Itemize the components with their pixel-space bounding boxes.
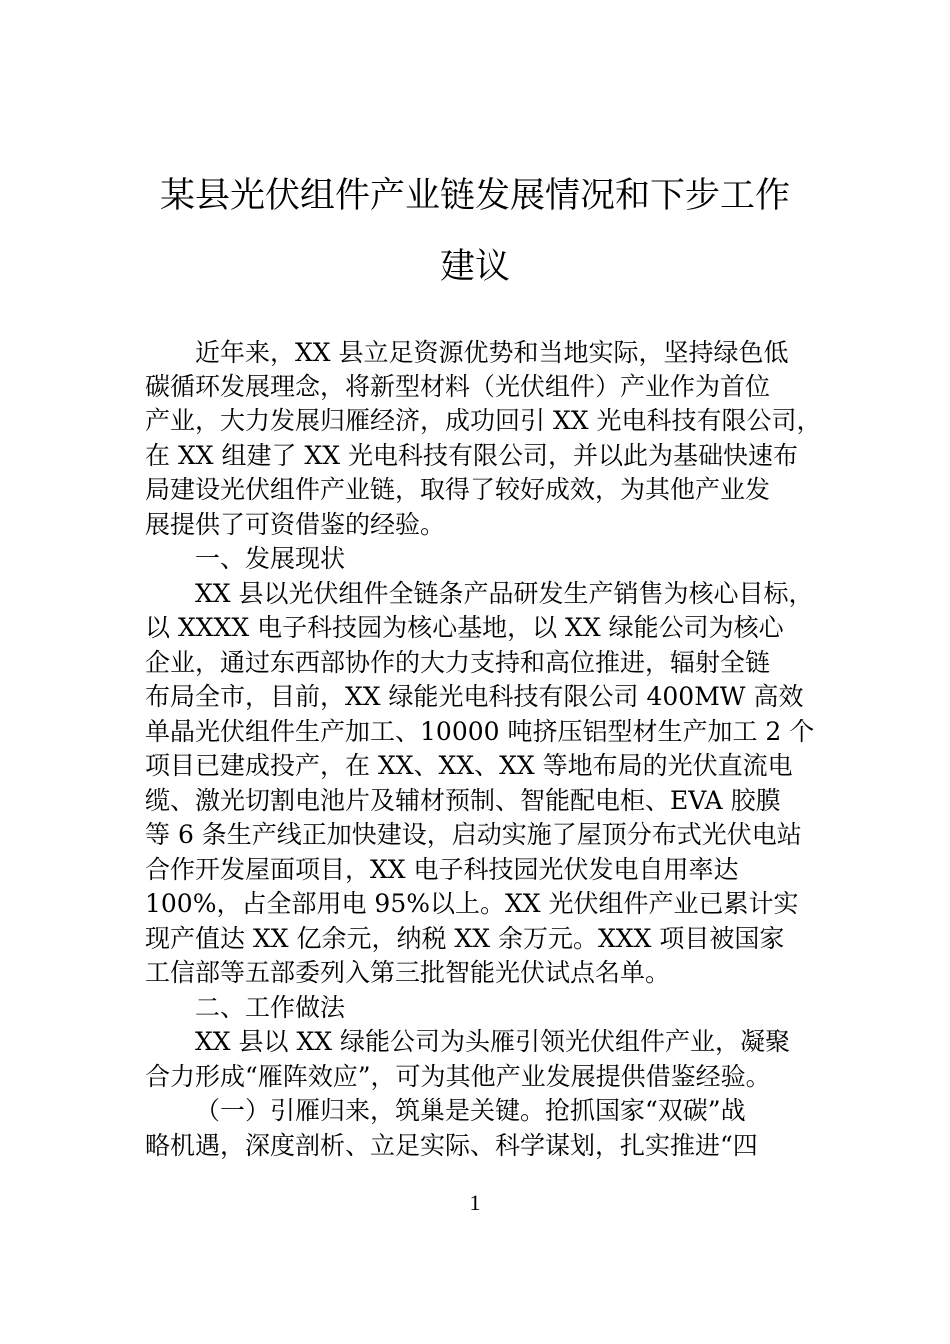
paragraph-line: 近年来，XX 县立足资源优势和当地实际，坚持绿色低: [195, 338, 789, 367]
section-heading: 二、工作做法: [195, 993, 346, 1022]
paragraph-line: 局建设光伏组件产业链，取得了较好成效，为其他产业发: [145, 475, 771, 504]
page-number: 1: [469, 1190, 481, 1215]
paragraph-line: 项目已建成投产，在 XX、XX、XX 等地布局的光伏直流电: [145, 751, 793, 780]
paragraph-line: 产业，大力发展归雁经济，成功回引 XX 光电科技有限公司，: [145, 406, 822, 435]
paragraph-line: 布局全市，目前，XX 绿能光电科技有限公司 400MW 高效: [145, 682, 804, 711]
paragraph-line: 合力形成“雁阵效应”，可为其他产业发展提供借鉴经验。: [145, 1062, 771, 1091]
paragraph-line: 企业，通过东西部协作的大力支持和高位推进，辐射全链: [145, 648, 771, 677]
paragraph-line: 缆、激光切割电池片及辅材预制、智能配电柜、EVA 胶膜: [145, 786, 781, 815]
paragraph-line: 现产值达 XX 亿余元，纳税 XX 余万元。XXX 项目被国家: [145, 924, 785, 953]
paragraph-line: 略机遇，深度剖析、立足实际、科学谋划，扎实推进“四: [145, 1131, 758, 1160]
paragraph-line: 100%，占全部用电 95%以上。XX 光伏组件产业已累计实: [145, 889, 799, 918]
paragraph-line: 等 6 条生产线正加快建设，启动实施了屋顶分布式光伏电站: [145, 820, 802, 849]
paragraph-line: 碳循环发展理念，将新型材料（光伏组件）产业作为首位: [145, 372, 771, 401]
paragraph-line: 合作开发屋面项目，XX 电子科技园光伏发电自用率达: [145, 855, 739, 884]
paragraph-line: XX 县以 XX 绿能公司为头雁引领光伏组件产业，凝聚: [195, 1027, 791, 1056]
paragraph-line: 工信部等五部委列入第三批智能光伏试点名单。: [145, 958, 671, 987]
document-title-line-2: 建议: [439, 247, 510, 287]
section-heading: 一、发展现状: [195, 544, 346, 573]
paragraph-line: 单晶光伏组件生产加工、10000 吨挤压铝型材生产加工 2 个: [145, 717, 815, 746]
paragraph-line: 展提供了可资借鉴的经验。: [145, 510, 446, 539]
subsection-line: （一）引雁归来，筑巢是关键。抢抓国家“双碳”战: [195, 1096, 746, 1125]
document-title-line-1: 某县光伏组件产业链发展情况和下步工作: [159, 176, 790, 216]
paragraph-line: 以 XXXX 电子科技园为核心基地，以 XX 绿能公司为核心: [145, 613, 784, 642]
paragraph-line: XX 县以光伏组件全链条产品研发生产销售为核心目标，: [195, 579, 814, 608]
paragraph-line: 在 XX 组建了 XX 光电科技有限公司，并以此为基础快速布: [145, 441, 798, 470]
